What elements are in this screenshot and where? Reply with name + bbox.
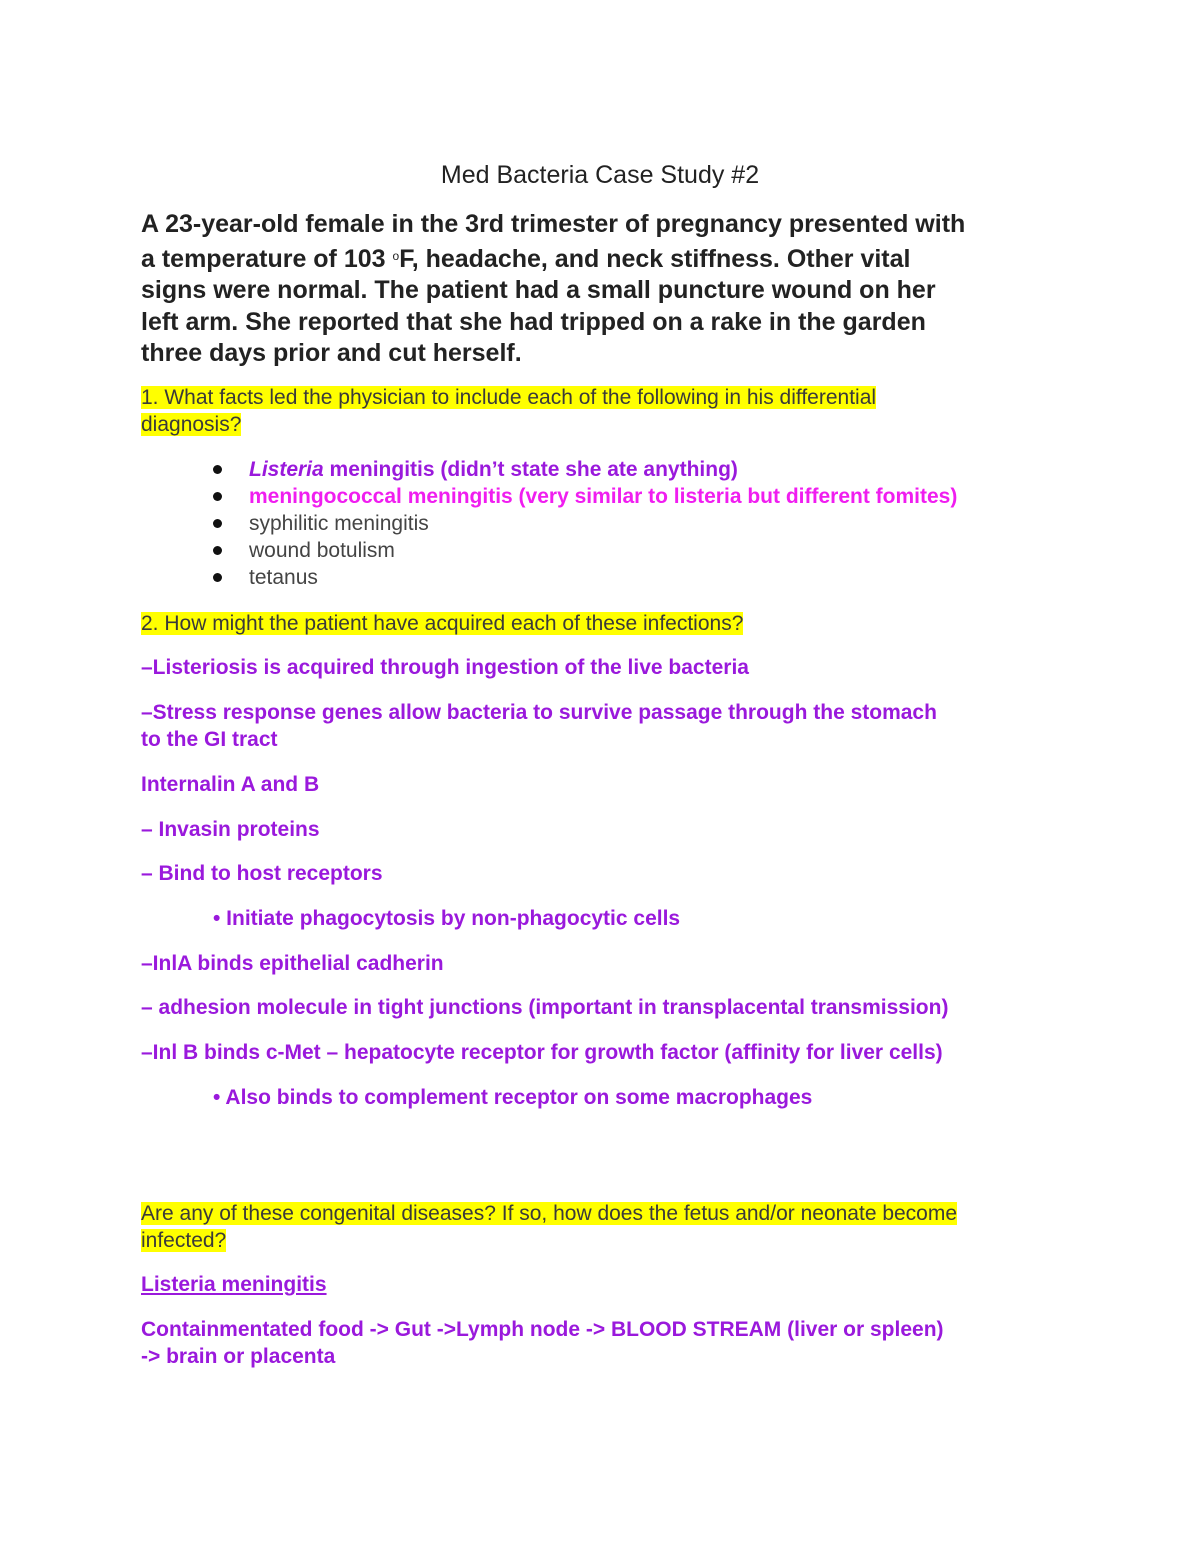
answer-heading: Listeria meningitis	[141, 1273, 327, 1296]
question-3	[141, 1200, 1081, 1254]
bullet-icon	[213, 519, 222, 528]
question-3-line: infected?	[141, 1229, 227, 1252]
list-item: syphilitic meningitis	[213, 510, 957, 537]
answer-line: • Also binds to complement receptor on some macrophages	[213, 1086, 813, 1109]
answer-line: – Bind to host receptors	[141, 862, 383, 885]
list-item: wound botulism	[213, 537, 957, 564]
differential-list	[213, 456, 957, 591]
case-description	[141, 209, 1071, 370]
question-2-line: 2. How might the patient have acquired each of these infections?	[141, 612, 744, 635]
bullet-icon	[213, 546, 222, 555]
case-line: three days prior and cut herself.	[141, 339, 522, 367]
case-line: a temperature of 103 $^o$F, headache, and neck stiffness. Other vital	[141, 244, 911, 273]
answer-line: – adhesion molecule in tight junctions (important in transplacental transmission)	[141, 996, 949, 1019]
answer-line: Containmentated food -> Gut ->Lymph node -> BLOOD STREAM (liver or spleen)	[141, 1318, 944, 1341]
answer-line: • Initiate phagocytosis by non-phagocytic cells	[213, 907, 681, 930]
case-line: left arm. She reported that she had tripped on a rake in the garden	[141, 307, 926, 336]
answer-line: –InlA binds epithelial cadherin	[141, 952, 444, 975]
list-item: Listeria meningitis (didn’t state she ate anything)	[213, 456, 957, 483]
answer-line: –Inl B binds c-Met – hepatocyte receptor for growth factor (affinity for liver cells)	[141, 1041, 943, 1064]
bullet-icon	[213, 573, 222, 582]
bullet-icon	[213, 465, 222, 474]
question-1	[141, 384, 1081, 438]
list-item: tetanus	[213, 564, 957, 591]
bullet-icon	[213, 492, 222, 501]
question-2	[141, 610, 1081, 637]
list-item: meningococcal meningitis (very similar to listeria but different fomites)	[213, 483, 957, 510]
answer-line: –Stress response genes allow bacteria to survive passage through the stomach	[141, 701, 937, 724]
question-1-line: 1. What facts led the physician to include each of the following in his differential	[141, 386, 877, 409]
question-3-line: Are any of these congenital diseases? If so, how does the fetus and/or neonate become	[141, 1202, 958, 1225]
question-1-line: diagnosis?	[141, 413, 242, 436]
answer-line: -> brain or placenta	[141, 1345, 336, 1368]
document-title: Med Bacteria Case Study #2	[440, 161, 760, 189]
case-line: A 23-year-old female in the 3rd trimester of pregnancy presented with	[141, 210, 966, 238]
case-line: signs were normal. The patient had a small puncture wound on her	[141, 276, 936, 304]
answer-line: Internalin A and B	[141, 773, 320, 796]
answer-line: –Listeriosis is acquired through ingestion of the live bacteria	[141, 656, 749, 679]
answer-line: to the GI tract	[141, 728, 278, 751]
answer-line: – Invasin proteins	[141, 818, 320, 841]
degree-symbol: o	[392, 248, 400, 263]
